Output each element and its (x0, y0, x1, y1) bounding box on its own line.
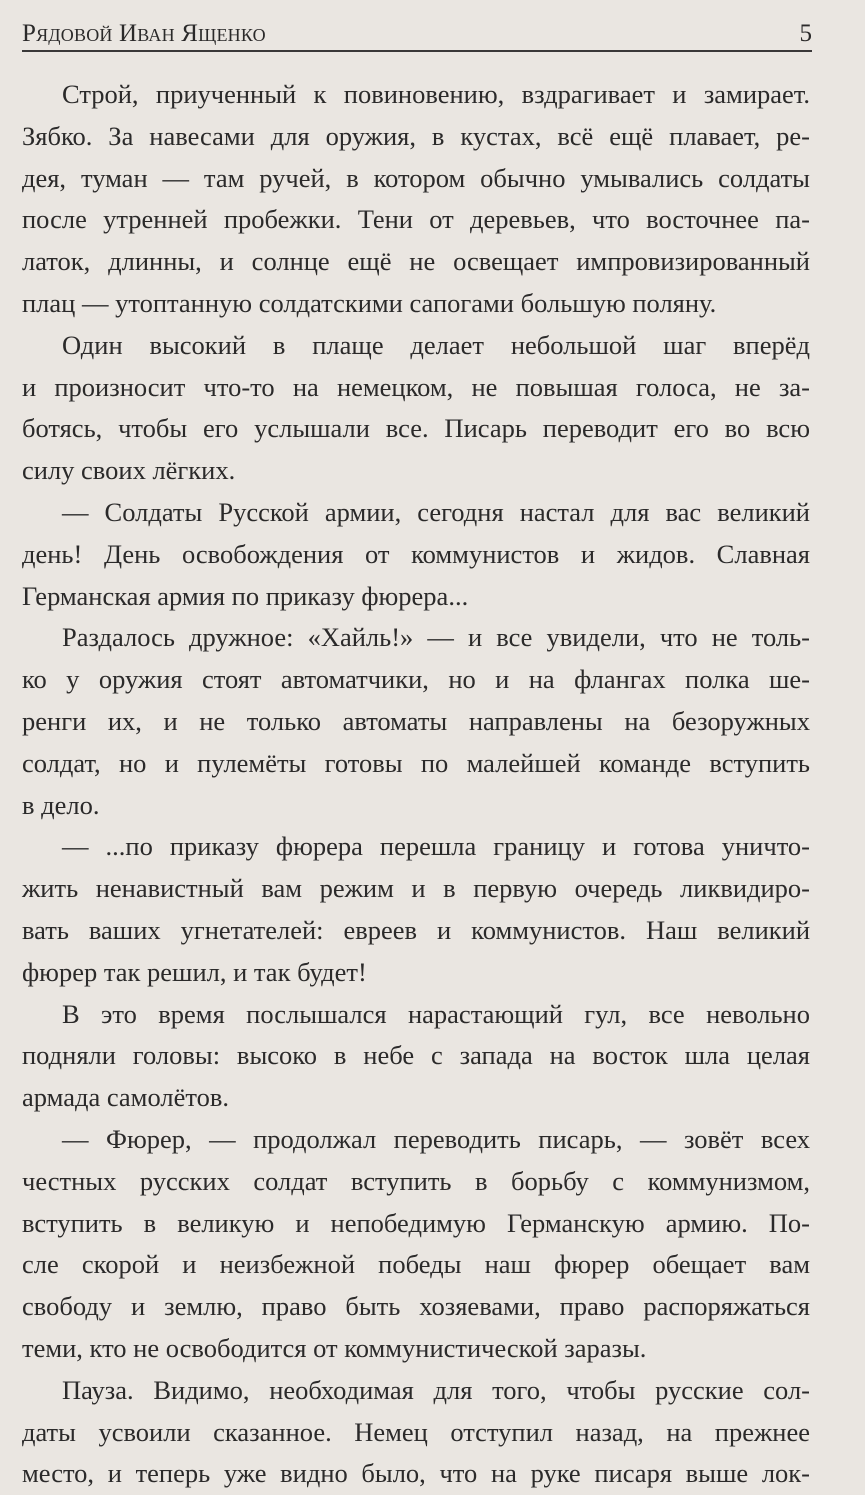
text-line: после утренней пробежки. Тени от деревьев, что восточнее па- (22, 204, 810, 235)
text-line: сле скорой и неизбежной победы наш фюрер обещает вам (22, 1249, 810, 1280)
text-line: Раздалось дружное: «Хайль!» — и все увидели, что не толь- (62, 622, 810, 653)
text-line: ренги их, и не только автоматы направлены на безоружных (22, 705, 810, 736)
text-line: даты усвоили сказанное. Немец отступил назад, на прежнее (22, 1416, 810, 1447)
text-line: Один высокий в плаще делает небольшой шаг вперёд (62, 329, 810, 360)
text-line: вступить в великую и непобедимую Германскую армию. По- (22, 1207, 810, 1238)
text-line: и произносит что-то на немецком, не повышая голоса, не за- (22, 371, 810, 402)
text-line: солдат, но и пулемёты готовы по малейшей команде вступить (22, 747, 810, 778)
text-line: подняли головы: высоко в небе с запада на восток шла целая (22, 1040, 810, 1071)
text-line: фюрер так решил, и так будет! (22, 956, 367, 987)
text-line: вать ваших угнетателей: евреев и коммунистов. Наш великий (22, 914, 810, 945)
text-line: теми, кто не освободится от коммунистической заразы. (22, 1332, 647, 1363)
text-line: день! День освобождения от коммунистов и жидов. Славная (22, 538, 810, 569)
running-title: Рядовой Иван Ященко (22, 20, 266, 47)
text-line: плац — утоптанную солдатскими сапогами большую поляну. (22, 287, 717, 318)
text-line: честных русских солдат вступить в борьбу с коммунизмом, (22, 1165, 810, 1196)
text-line: — Фюрер, — продолжал переводить писарь, — зовёт всех (62, 1123, 810, 1154)
text-line: — Солдаты Русской армии, сегодня настал для вас великий (62, 496, 810, 527)
text-line: Зябко. За навесами для оружия, в кустах, всё ещё плавает, ре- (22, 120, 810, 151)
page-body-text (22, 74, 810, 1495)
text-line: жить ненавистный вам режим и в первую очередь ликвидиро- (22, 873, 810, 904)
text-line: в дело. (22, 789, 100, 820)
text-line: Пауза. Видимо, необходимая для того, чтобы русские сол- (62, 1374, 810, 1405)
text-line: армада самолётов. (22, 1082, 229, 1113)
text-line: силу своих лёгких. (22, 455, 236, 486)
text-line: латок, длинны, и солнце ещё не освещает импровизированный (22, 246, 810, 277)
page-number: 5 (799, 20, 812, 47)
text-line: место, и теперь уже видно было, что на руке писаря выше лок- (22, 1458, 810, 1489)
text-line: Германская армия по приказу фюрера... (22, 580, 469, 611)
text-line: ботясь, чтобы его услышали все. Писарь переводит его во всю (22, 413, 810, 444)
text-line: ко у оружия стоят автоматчики, но и на флангах полка ше- (22, 664, 810, 695)
text-line: свободу и землю, право быть хозяевами, право распоряжаться (22, 1291, 810, 1322)
text-line: дея, туман — там ручей, в котором обычно умывались солдаты (22, 162, 810, 193)
running-header (22, 20, 812, 52)
text-line: — ...по приказу фюрера перешла границу и готова уничто- (62, 831, 810, 862)
text-line: В это время послышался нарастающий гул, все невольно (62, 998, 810, 1029)
text-line: Строй, приученный к повиновению, вздрагивает и замирает. (62, 79, 810, 109)
